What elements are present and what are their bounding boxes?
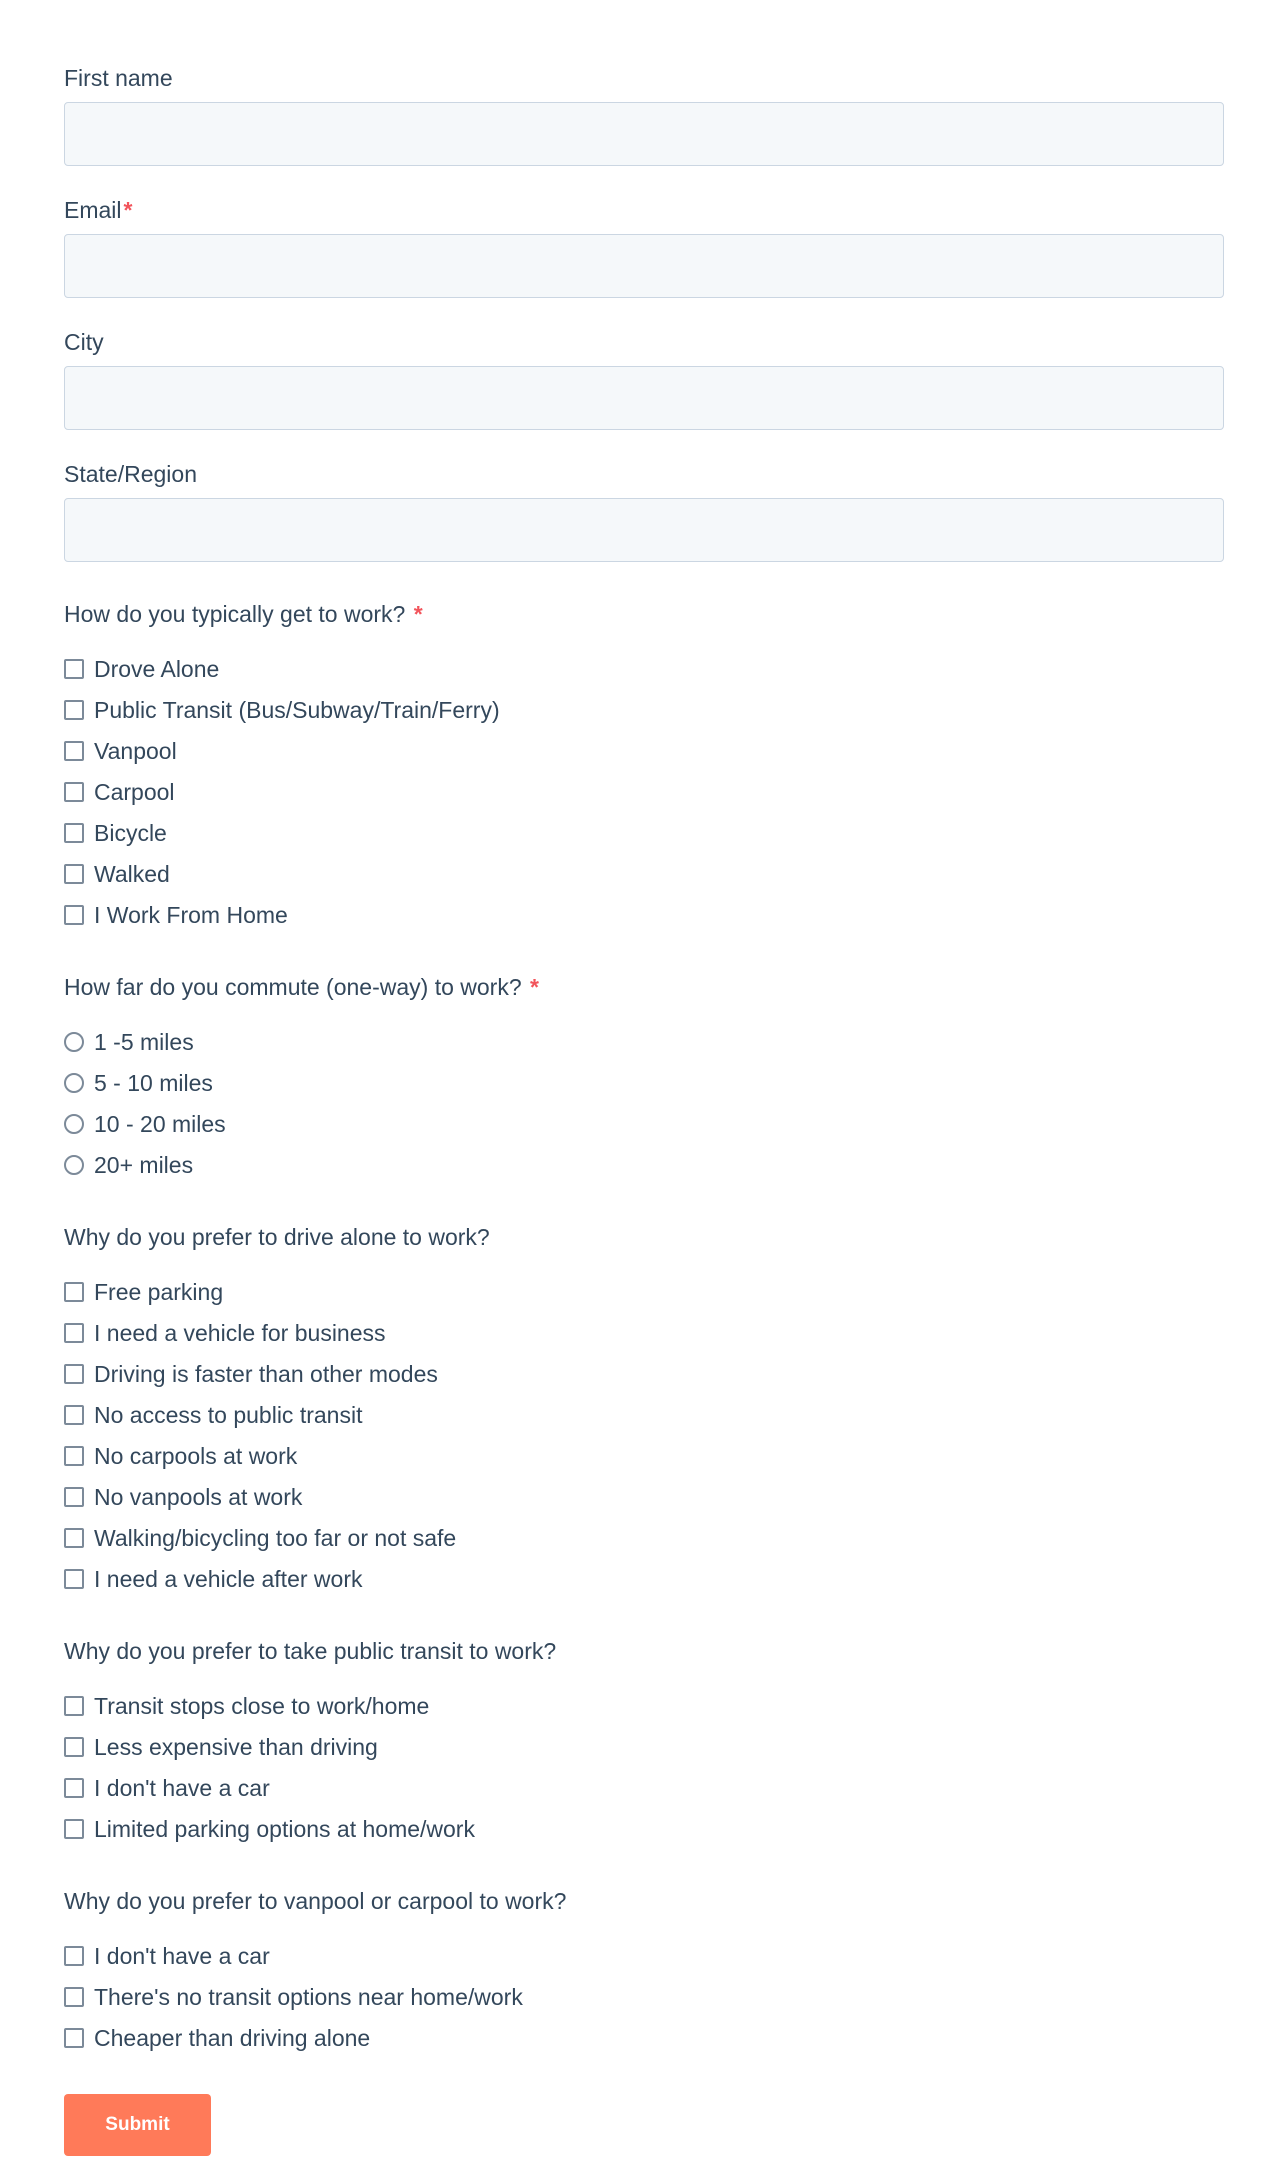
transit-option-stops-close[interactable]: Transit stops close to work/home	[64, 1685, 1224, 1726]
drive-alone-option-vehicle-for-business[interactable]: I need a vehicle for business	[64, 1312, 1224, 1353]
commute-mode-option-public-transit[interactable]: Public Transit (Bus/Subway/Train/Ferry)	[64, 689, 1224, 730]
transit-option-no-car[interactable]: I don't have a car	[64, 1767, 1224, 1808]
commute-distance-option-5-10[interactable]: 5 - 10 miles	[64, 1062, 1224, 1103]
submit-button[interactable]: Submit	[64, 2094, 211, 2156]
commute-mode-option-walked[interactable]: Walked	[64, 853, 1224, 894]
checkbox[interactable]	[64, 1487, 84, 1507]
checkbox[interactable]	[64, 700, 84, 720]
required-asterisk: *	[123, 197, 133, 223]
commute-mode-option-bicycle[interactable]: Bicycle	[64, 812, 1224, 853]
commute-distance-question: How far do you commute (one-way) to work? *	[64, 974, 539, 1000]
pool-question: Why do you prefer to vanpool or carpool to work?	[64, 1888, 567, 1914]
checkbox[interactable]	[64, 1282, 84, 1302]
state-region-input[interactable]	[64, 498, 1224, 562]
checkbox[interactable]	[64, 1737, 84, 1757]
checkbox[interactable]	[64, 1946, 84, 1966]
required-asterisk: *	[413, 601, 423, 627]
radio-button[interactable]	[64, 1114, 84, 1134]
checkbox[interactable]	[64, 864, 84, 884]
checkbox[interactable]	[64, 659, 84, 679]
commute-distance-option-10-20[interactable]: 10 - 20 miles	[64, 1103, 1224, 1144]
commute-distance-option-1-5[interactable]: 1 -5 miles	[64, 1021, 1224, 1062]
checkbox[interactable]	[64, 1819, 84, 1839]
city-label: City	[64, 329, 104, 355]
checkbox[interactable]	[64, 1323, 84, 1343]
first-name-input[interactable]	[64, 102, 1224, 166]
commute-mode-question: How do you typically get to work? *	[64, 601, 423, 627]
checkbox[interactable]	[64, 1364, 84, 1384]
commute-mode-group	[64, 600, 1224, 935]
state-region-label: State/Region	[64, 461, 197, 487]
first-name-field	[64, 64, 1224, 166]
commute-mode-option-carpool[interactable]: Carpool	[64, 771, 1224, 812]
drive-alone-option-vehicle-after-work[interactable]: I need a vehicle after work	[64, 1558, 1224, 1599]
drive-alone-question: Why do you prefer to drive alone to work?	[64, 1224, 490, 1250]
pool-option-no-car[interactable]: I don't have a car	[64, 1935, 1224, 1976]
radio-button[interactable]	[64, 1073, 84, 1093]
checkbox[interactable]	[64, 1446, 84, 1466]
checkbox[interactable]	[64, 1569, 84, 1589]
checkbox[interactable]	[64, 905, 84, 925]
state-region-field	[64, 460, 1224, 562]
checkbox[interactable]	[64, 823, 84, 843]
radio-button[interactable]	[64, 1032, 84, 1052]
commute-distance-option-20-plus[interactable]: 20+ miles	[64, 1144, 1224, 1185]
commute-mode-option-work-from-home[interactable]: I Work From Home	[64, 894, 1224, 935]
radio-button[interactable]	[64, 1155, 84, 1175]
drive-alone-option-walking-not-safe[interactable]: Walking/bicycling too far or not safe	[64, 1517, 1224, 1558]
drive-alone-option-faster[interactable]: Driving is faster than other modes	[64, 1353, 1224, 1394]
city-field	[64, 328, 1224, 430]
required-asterisk: *	[530, 974, 539, 1000]
checkbox[interactable]	[64, 1778, 84, 1798]
transit-reasons-group	[64, 1637, 1224, 1849]
checkbox[interactable]	[64, 782, 84, 802]
checkbox[interactable]	[64, 1528, 84, 1548]
drive-alone-option-free-parking[interactable]: Free parking	[64, 1271, 1224, 1312]
checkbox[interactable]	[64, 1405, 84, 1425]
drive-alone-option-no-carpools[interactable]: No carpools at work	[64, 1435, 1224, 1476]
transit-option-less-expensive[interactable]: Less expensive than driving	[64, 1726, 1224, 1767]
pool-option-no-transit-options[interactable]: There's no transit options near home/work	[64, 1976, 1224, 2017]
drive-alone-option-no-vanpools[interactable]: No vanpools at work	[64, 1476, 1224, 1517]
pool-option-cheaper[interactable]: Cheaper than driving alone	[64, 2017, 1224, 2058]
email-label: Email*	[64, 197, 133, 223]
checkbox[interactable]	[64, 2028, 84, 2048]
pool-reasons-group	[64, 1887, 1224, 2058]
first-name-label: First name	[64, 65, 173, 91]
checkbox[interactable]	[64, 1987, 84, 2007]
commute-mode-option-vanpool[interactable]: Vanpool	[64, 730, 1224, 771]
checkbox[interactable]	[64, 1696, 84, 1716]
drive-alone-option-no-transit[interactable]: No access to public transit	[64, 1394, 1224, 1435]
transit-option-limited-parking[interactable]: Limited parking options at home/work	[64, 1808, 1224, 1849]
email-input[interactable]	[64, 234, 1224, 298]
commute-mode-option-drove-alone[interactable]: Drove Alone	[64, 648, 1224, 689]
city-input[interactable]	[64, 366, 1224, 430]
checkbox[interactable]	[64, 741, 84, 761]
drive-alone-reasons-group	[64, 1223, 1224, 1599]
email-field	[64, 196, 1224, 298]
commute-distance-group	[64, 973, 1224, 1185]
transit-question: Why do you prefer to take public transit to work?	[64, 1638, 557, 1664]
